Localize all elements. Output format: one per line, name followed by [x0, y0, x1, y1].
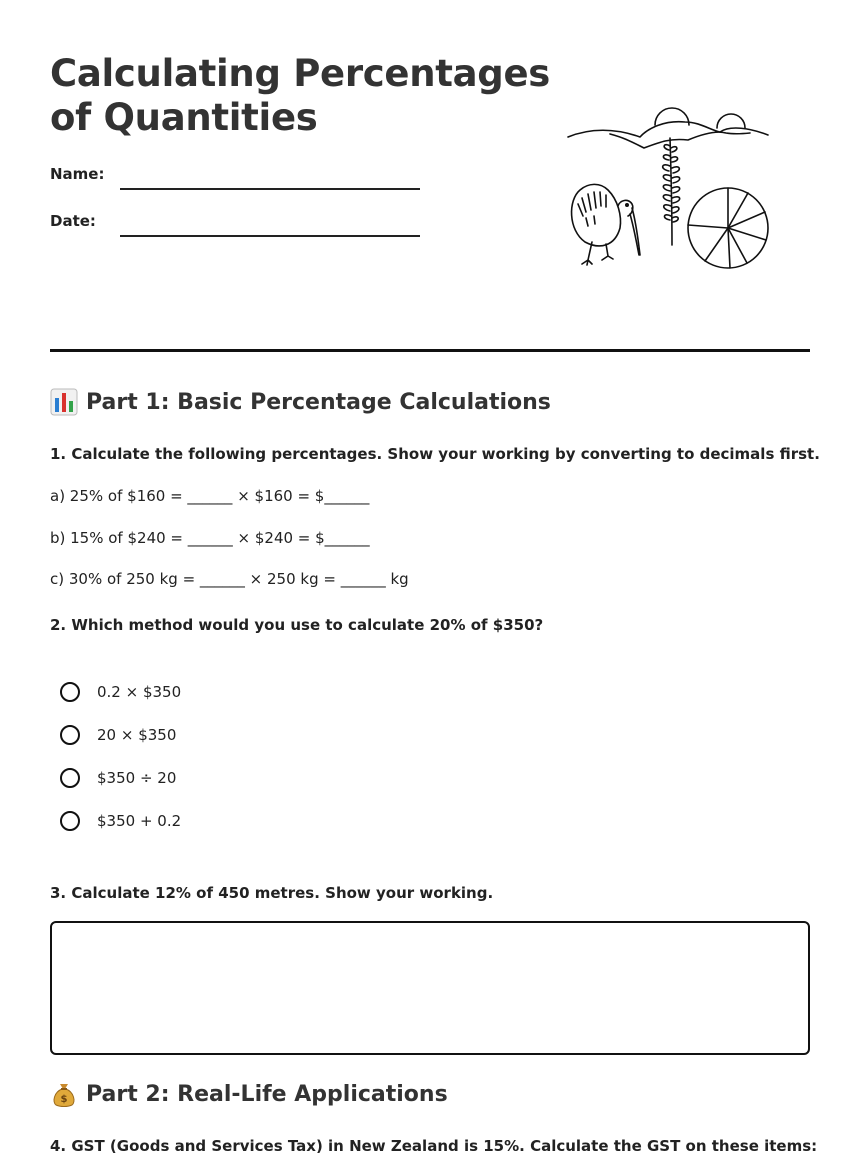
svg-text:$: $ — [60, 1094, 68, 1105]
q2-option-label: 20 × $350 — [97, 726, 177, 744]
page-title — [50, 52, 550, 140]
q1-item-c[interactable]: c) 30% of 250 kg = ______ × 250 kg = ______ kg — [50, 570, 409, 588]
kiwi-fern-pie-illustration — [560, 100, 775, 270]
date-label: Date: — [50, 212, 96, 230]
q2-option-label: $350 + 0.2 — [97, 812, 182, 830]
q3-answer-box[interactable] — [50, 921, 810, 1055]
question-1: 1. Calculate the following percentages. Show your working by converting to decimals first. — [50, 445, 820, 463]
q2-option-1[interactable] — [60, 682, 181, 702]
radio-button[interactable] — [60, 725, 80, 745]
section-divider — [50, 349, 810, 352]
title-line-2: of Quantities — [50, 96, 318, 139]
money-bag-emoji-icon — [50, 1080, 78, 1108]
q2-option-3[interactable] — [60, 768, 176, 788]
title-line-1: Calculating Percentages — [50, 52, 550, 95]
date-field[interactable] — [120, 219, 420, 237]
part1-heading-text: Part 1: Basic Percentage Calculations — [86, 389, 551, 415]
part2-heading-text: Part 2: Real-Life Applications — [86, 1081, 448, 1107]
bar-chart-emoji-icon — [50, 388, 78, 416]
q2-option-4[interactable] — [60, 811, 181, 831]
q2-option-label: $350 ÷ 20 — [97, 769, 177, 787]
question-4: 4. GST (Goods and Services Tax) in New Zealand is 15%. Calculate the GST on these items: — [50, 1137, 818, 1155]
q1-item-a[interactable]: a) 25% of $160 = ______ × $160 = $______ — [50, 487, 370, 505]
name-label: Name: — [50, 165, 105, 183]
question-3: 3. Calculate 12% of 450 metres. Show your working. — [50, 884, 494, 902]
q2-option-label: 0.2 × $350 — [97, 683, 182, 701]
name-field[interactable] — [120, 172, 420, 190]
q1-item-b[interactable]: b) 15% of $240 = ______ × $240 = $______ — [50, 529, 370, 547]
q2-option-2[interactable] — [60, 725, 176, 745]
part1-heading — [50, 388, 551, 416]
radio-button[interactable] — [60, 768, 80, 788]
question-2: 2. Which method would you use to calculate 20% of $350? — [50, 616, 544, 634]
radio-button[interactable] — [60, 682, 80, 702]
radio-button[interactable] — [60, 811, 80, 831]
part2-heading — [50, 1080, 448, 1108]
